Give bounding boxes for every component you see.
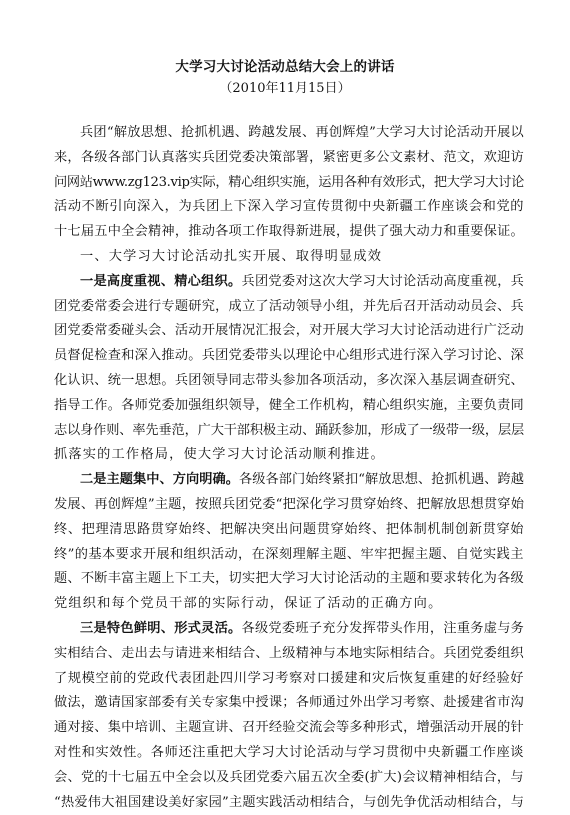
line-rest: 兵团党委对这次大学习大讨论活动高度重视，兵	[241, 273, 524, 289]
body-line: 终、把理清思路贯穿始终、把解决突出问题贯穿始终、把体制机制创新贯穿始	[54, 521, 524, 537]
body-line: 团党委常委会进行专题研究，成立了活动领导小组，并先后召开活动动员会、兵	[54, 298, 524, 314]
body-line: 会、党的十七届五中全会以及兵团党委六届五次全委(扩大)会议精神相结合，与	[54, 769, 524, 785]
body-line: 化认识、统一思想。兵团领导同志带头参加各项活动，多次深入基层调查研究、	[54, 372, 524, 388]
line-rest: 各级党委班子充分发挥带头作用，注重务虚与务	[241, 620, 524, 636]
document-title: 大学习大讨论活动总结大会上的讲话	[175, 59, 395, 75]
body-line: 兵团“解放思想、抢抓机遇、跨越发展、再创辉煌”大学习大讨论活动开展以	[80, 125, 524, 140]
body-line: 题、不断丰富主题上下工夫，切实把大学习大讨论活动的主题和要求转化为各级	[54, 571, 524, 587]
body-line: 来，各级各部门认真落实兵团党委决策部署，紧密更多公文素材、范文，欢迎访	[54, 149, 524, 165]
body-line: 十七届五中全会精神，推动各项工作取得新进展，提供了强大动力和重要保证。	[54, 224, 524, 240]
body-line: 实相结合、走出去与请进来相结合、上级精神与本地实际相结合。兵团党委组织	[54, 645, 524, 661]
body-line: 指导工作。各师党委加强组织领导，健全工作机构，精心组织实施，主要负责同	[54, 397, 524, 413]
body-line: 抓落实的工作格局，使大学习大讨论活动顺利推进。	[54, 447, 385, 463]
body-line: 对性和实效性。各师还注重把大学习大讨论活动与学习贯彻中央新疆工作座谈	[54, 744, 524, 760]
body-line: 党组织和每个党员干部的实际行动，保证了活动的正确方向。	[54, 596, 443, 612]
body-line: 团党委常委碰头会、活动开展情况汇报会，对开展大学习大讨论活动进行广泛动	[54, 323, 524, 339]
body-line: 了规模空前的党政代表团赴四川学习考察对口援建和灾后恢复重建的好经验好	[54, 670, 524, 686]
body-line: 做法，邀请国家部委有关专家集中授课；各师通过外出学习考察、赴援建省市沟	[54, 695, 524, 711]
body-line: 通对接、集中培训、主题宣讲、召开经验交流会等多种形式，增强活动开展的针	[54, 720, 524, 736]
body-line: “热爱伟大祖国建设美好家园”主题实践活动相结合，与创先争优活动相结合，与	[54, 794, 524, 810]
body-line	[54, 617, 524, 642]
line-rest: 各级各部门始终紧扣“解放思想、抢抓机遇、跨越	[238, 472, 524, 488]
body-line: 志以身作则、率先垂范，广大干部积极主动、踊跃参加，形成了一级带一级，层层	[54, 422, 524, 438]
body-line: 问网站www.zg123.vip实际，精心组织实施，运用各种有效形式，把大学习大讨论	[54, 174, 524, 190]
body-line	[54, 468, 524, 493]
section-lead: 二是主题集中、方向明确。	[80, 472, 239, 488]
body-line: 终”的基本要求开展和组织活动，在深刻理解主题、牢牢把握主题、自觉实践主	[54, 546, 524, 562]
body-line: 发展、再创辉煌”主题，按照兵团党委“把深化学习贯穿始终、把解放思想贯穿始	[54, 496, 524, 512]
body-line	[54, 270, 524, 295]
body-line: 活动不断引向深入，为兵团上下深入学习宣传贯彻中央新疆工作座谈会和党的	[54, 199, 524, 215]
document-date: （2010年11月15日）	[219, 81, 351, 96]
body-line: 员督促检查和深入推动。兵团党委带头以理论中心组形式进行深入学习讨论、深	[54, 348, 524, 364]
section-lead: 一是高度重视、精心组织。	[80, 273, 242, 289]
document-body	[54, 121, 524, 815]
section-lead: 三是特色鲜明、形式灵活。	[80, 620, 242, 636]
body-line: 一、大学习大讨论活动扎实开展、取得明显成效	[80, 248, 383, 264]
